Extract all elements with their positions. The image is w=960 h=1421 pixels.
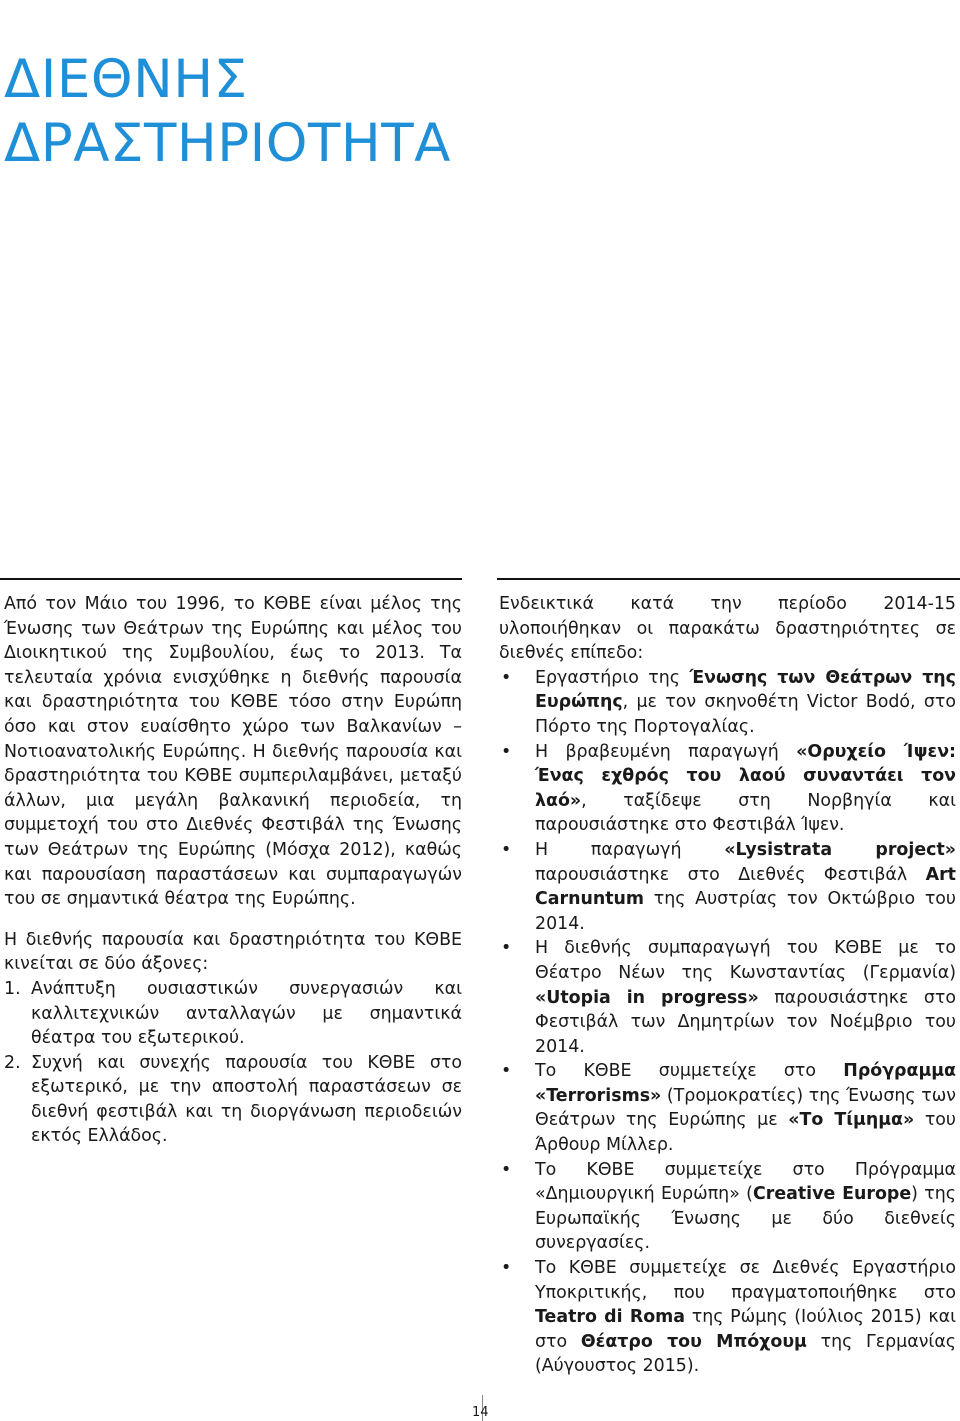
item-text: Το ΚΘΒΕ συμμετείχε σε Διεθνές Εργαστήριο Υποκριτικής, που πραγματοποιήθηκε στο [535,1258,956,1303]
page-number: 14 [472,1405,489,1420]
list-item [499,1158,956,1256]
item-text: Συχνή και συνεχής παρουσία του ΚΘΒΕ στο εξωτερικό, με την αποστολή παραστάσεων σε διεθνή φεστιβάλ και τη διοργάνωση περιοδειών εκτός Ελλάδος. [31,1052,462,1147]
numbered-item [4,977,462,1051]
item-text: του Άρθουρ Μίλλερ. [535,1110,956,1156]
item-text: της Γερμανίας (Αύγουστος 2015). [535,1331,956,1377]
item-highlight: Θέατρο του Μπόχουμ [580,1331,807,1352]
item-text: Ανάπτυξη ουσιαστικών συνεργασιών και καλλιτεχνικών ανταλλαγών με σημαντικά θέατρα του εξωτερικού. [31,978,462,1049]
item-text: ) της Ευρωπαϊκής Ένωσης με δύο διεθνείς συνεργασίες. [535,1184,957,1254]
title-line-1: ΔΙΕΘΝΗΣ [4,49,248,110]
item-text: , ταξίδεψε στη Νορβηγία και παρουσιάστηκε στο Φεστιβάλ Ίψεν. [535,790,956,836]
item-text: (Τρομοκρατίες) της Ένωσης των Θεάτρων της Ευρώπης με [535,1085,956,1131]
page-title [4,48,451,176]
intro-paragraph: Από τον Μάιο του 1996, το ΚΘΒΕ είναι μέλος της Ένωσης των Θεάτρων της Ευρώπης και μέλος του Διοικητικού της Συμβουλίου, έως το 2013. Τα τελευταία χρόνια ενισχύθηκε η διεθνής παρουσία και δραστηριότητα του ΚΘΒΕ τόσο στην Ευρώπη όσο και στον ευαίσθητο χώρο των Βαλκανίων – Νοτιοανατολικής Ευρώπης. Η διεθνής παρουσία και δραστηριότητα του ΚΘΒΕ συμπεριλαμβάνει, μεταξύ άλλων, μια μεγάλη βαλκανική περιοδεία, τη συμμετοχή του στο Διεθνές Φεστιβάλ της Ένωσης των Θεάτρων της Ευρώπης (Μόσχα 2012), καθώς και παρουσίαση παραστάσεων και συμπαραγωγών του σε σημαντικά θέατρα της Ευρώπης. [4,594,462,910]
item-text: παρουσιάστηκε στο Φεστιβάλ των Δημητρίων τον Νοέμβριο του 2014. [535,987,956,1057]
item-highlight: «Το Τίμημα» [788,1110,915,1131]
activities-list [499,666,956,1379]
axes-paragraph: Η διεθνής παρουσία και δραστηριότητα του ΚΘΒΕ κινείται σε δύο άξονες: [4,929,462,975]
item-text: παρουσιάστηκε στο Διεθνές Φεστιβάλ [535,864,926,885]
item-highlight: «Lysistrata project» [724,839,956,860]
item-highlight: Teatro di Roma [535,1307,686,1328]
item-highlight: Πρόγραμμα «Terrorisms» [535,1061,956,1106]
right-column [499,592,956,1379]
item-highlight: Ένωσης των Θεάτρων της Ευρώπης [535,667,956,713]
item-text: Το ΚΘΒΕ συμμετείχε στο Πρόγραμμα «Δημιουργική Ευρώπη» ( [535,1159,956,1205]
item-highlight: «Ορυχείο Ίψεν: Ένας εχθρός του λαού συναντάει τον λαό» [535,741,956,811]
list-item [499,838,956,936]
item-text: Το ΚΘΒΕ συμμετείχε στο [535,1061,844,1082]
list-item [499,936,956,1059]
right-column-rule [497,578,960,580]
item-text: Εργαστήριο της [535,667,690,688]
item-text: , με τον σκηνοθέτη Victor Bodó, στο Πόρτο της Πορτογαλίας. [535,692,956,737]
item-text: Η βραβευμένη παραγωγή [535,741,797,762]
list-item [499,1256,956,1379]
numbered-item [4,1051,462,1149]
item-highlight: Creative Europe [752,1184,912,1205]
activities-intro: Ενδεικτικά κατά την περίοδο 2014-15 υλοποιήθηκαν οι παρακάτω δραστηριότητες σε διεθνές επίπεδο: [499,594,956,664]
item-text: της Αυστρίας τον Οκτώβριο του 2014. [535,889,956,934]
list-item [499,740,956,838]
item-highlight: Art Carnuntum [535,864,956,910]
item-number: 2. [4,1052,21,1073]
title-line-2: ΔΡΑΣΤΗΡΙΟΤΗΤΑ [4,113,451,174]
item-text: Η παραγωγή [535,839,725,860]
list-item [499,1059,956,1157]
left-column [4,592,462,1149]
list-item [499,666,956,740]
item-number: 1. [4,978,21,999]
left-column-rule [0,578,462,580]
item-highlight: «Utopia in progress» [535,987,759,1008]
item-text: της Ρώμης (Ιούλιος 2015) και στο [535,1307,956,1352]
item-text: Η διεθνής συμπαραγωγή του ΚΘΒΕ με το Θέατρο Νέων της Κωνσταντίας (Γερμανία) [535,938,956,983]
